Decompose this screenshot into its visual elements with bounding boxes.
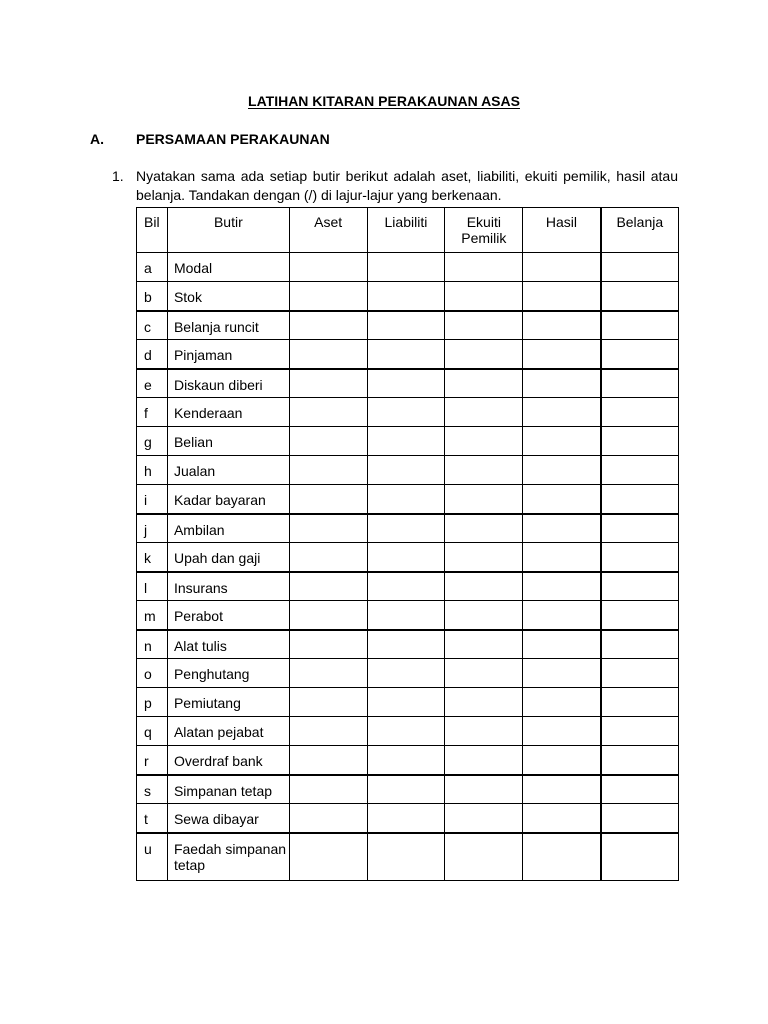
answer-cell-hasil[interactable] — [523, 630, 601, 659]
row-butir: Kenderaan — [167, 398, 289, 427]
answer-cell-belanja[interactable] — [601, 311, 679, 340]
answer-cell-belanja[interactable] — [601, 572, 679, 601]
answer-cell-liabiliti[interactable] — [367, 659, 445, 688]
answer-cell-belanja[interactable] — [601, 485, 679, 514]
section-heading — [90, 131, 330, 147]
answer-cell-aset[interactable] — [289, 630, 367, 659]
answer-cell-hasil[interactable] — [523, 340, 601, 369]
answer-cell-aset[interactable] — [289, 456, 367, 485]
row-butir: Perabot — [167, 601, 289, 630]
row-bil: i — [137, 485, 168, 514]
answer-cell-belanja[interactable] — [601, 630, 679, 659]
answer-cell-hasil[interactable] — [523, 775, 601, 804]
answer-cell-belanja[interactable] — [601, 398, 679, 427]
header-hasil: Hasil — [523, 208, 601, 253]
section-letter: A. — [90, 131, 104, 147]
answer-cell-hasil[interactable] — [523, 485, 601, 514]
header-bil: Bil — [137, 208, 168, 253]
header-aset: Aset — [289, 208, 367, 253]
answer-cell-ekuiti-pemilik[interactable] — [445, 398, 523, 427]
question-text: Nyatakan sama ada setiap butir berikut adalah aset, liabiliti, ekuiti pemilik, hasil atau belanja. Tandakan dengan (/) di lajur-lajur yang berkenaan. — [136, 168, 678, 203]
row-butir: Alat tulis — [167, 630, 289, 659]
table-row — [137, 253, 679, 282]
answer-cell-hasil[interactable] — [523, 601, 601, 630]
row-bil: b — [137, 282, 168, 311]
answer-cell-belanja[interactable] — [601, 659, 679, 688]
answer-cell-ekuiti-pemilik[interactable] — [445, 746, 523, 775]
answer-cell-belanja[interactable] — [601, 282, 679, 311]
row-bil: d — [137, 340, 168, 369]
table-row — [137, 746, 679, 775]
table-row — [137, 775, 679, 804]
row-butir: Faedah simpanan tetap — [167, 833, 289, 881]
answer-cell-aset[interactable] — [289, 833, 367, 881]
row-butir: Alatan pejabat — [167, 717, 289, 746]
row-bil: o — [137, 659, 168, 688]
answer-cell-aset[interactable] — [289, 253, 367, 282]
row-bil: s — [137, 775, 168, 804]
row-butir: Overdraf bank — [167, 746, 289, 775]
question-number: 1. — [112, 168, 124, 184]
table-row — [137, 630, 679, 659]
row-bil: a — [137, 253, 168, 282]
table-row — [137, 804, 679, 833]
answer-cell-ekuiti-pemilik[interactable] — [445, 775, 523, 804]
table-row — [137, 282, 679, 311]
table-row — [137, 311, 679, 340]
answer-cell-ekuiti-pemilik[interactable] — [445, 282, 523, 311]
answer-cell-aset[interactable] — [289, 340, 367, 369]
row-butir: Insurans — [167, 572, 289, 601]
answer-cell-liabiliti[interactable] — [367, 398, 445, 427]
answer-cell-hasil[interactable] — [523, 427, 601, 456]
answer-cell-hasil[interactable] — [523, 369, 601, 398]
answer-cell-aset[interactable] — [289, 746, 367, 775]
answer-cell-aset[interactable] — [289, 775, 367, 804]
answer-cell-liabiliti[interactable] — [367, 775, 445, 804]
answer-cell-hasil[interactable] — [523, 688, 601, 717]
answer-cell-belanja[interactable] — [601, 601, 679, 630]
table-row — [137, 659, 679, 688]
answer-cell-hasil[interactable] — [523, 514, 601, 543]
table-row — [137, 398, 679, 427]
answer-cell-belanja[interactable] — [601, 717, 679, 746]
answer-cell-liabiliti[interactable] — [367, 427, 445, 456]
answer-cell-ekuiti-pemilik[interactable] — [445, 688, 523, 717]
row-butir: Diskaun diberi — [167, 369, 289, 398]
header-butir: Butir — [167, 208, 289, 253]
row-bil: k — [137, 543, 168, 572]
row-bil: q — [137, 717, 168, 746]
answer-cell-hasil[interactable] — [523, 833, 601, 881]
row-butir: Pinjaman — [167, 340, 289, 369]
answer-cell-ekuiti-pemilik[interactable] — [445, 253, 523, 282]
answer-cell-ekuiti-pemilik[interactable] — [445, 804, 523, 833]
answer-cell-liabiliti[interactable] — [367, 514, 445, 543]
answer-cell-ekuiti-pemilik[interactable] — [445, 369, 523, 398]
section-title: PERSAMAAN PERAKAUNAN — [136, 131, 330, 147]
row-bil: r — [137, 746, 168, 775]
answer-cell-liabiliti[interactable] — [367, 804, 445, 833]
row-butir: Sewa dibayar — [167, 804, 289, 833]
table-row — [137, 369, 679, 398]
answer-cell-belanja[interactable] — [601, 340, 679, 369]
answer-cell-ekuiti-pemilik[interactable] — [445, 659, 523, 688]
answer-cell-belanja[interactable] — [601, 746, 679, 775]
row-butir: Kadar bayaran — [167, 485, 289, 514]
row-bil: c — [137, 311, 168, 340]
row-bil: l — [137, 572, 168, 601]
header-belanja: Belanja — [601, 208, 679, 253]
row-butir: Belanja runcit — [167, 311, 289, 340]
answer-cell-aset[interactable] — [289, 804, 367, 833]
answer-cell-aset[interactable] — [289, 688, 367, 717]
answer-cell-belanja[interactable] — [601, 427, 679, 456]
row-butir: Penghutang — [167, 659, 289, 688]
answer-cell-ekuiti-pemilik[interactable] — [445, 630, 523, 659]
row-butir: Upah dan gaji — [167, 543, 289, 572]
answer-cell-aset[interactable] — [289, 514, 367, 543]
table-row — [137, 833, 679, 881]
table-row — [137, 514, 679, 543]
answer-cell-hasil[interactable] — [523, 572, 601, 601]
answer-cell-aset[interactable] — [289, 717, 367, 746]
table-body — [137, 253, 679, 881]
answer-cell-belanja[interactable] — [601, 456, 679, 485]
answer-cell-hasil[interactable] — [523, 311, 601, 340]
answer-cell-hasil[interactable] — [523, 282, 601, 311]
row-bil: g — [137, 427, 168, 456]
row-butir: Belian — [167, 427, 289, 456]
answer-cell-ekuiti-pemilik[interactable] — [445, 572, 523, 601]
row-butir: Jualan — [167, 456, 289, 485]
answer-cell-ekuiti-pemilik[interactable] — [445, 311, 523, 340]
answer-cell-aset[interactable] — [289, 485, 367, 514]
row-butir: Ambilan — [167, 514, 289, 543]
row-bil: t — [137, 804, 168, 833]
answer-cell-hasil[interactable] — [523, 717, 601, 746]
answer-cell-aset[interactable] — [289, 311, 367, 340]
answer-cell-liabiliti[interactable] — [367, 746, 445, 775]
answer-cell-hasil[interactable] — [523, 543, 601, 572]
question-1 — [112, 167, 678, 205]
row-butir: Pemiutang — [167, 688, 289, 717]
answer-cell-belanja[interactable] — [601, 369, 679, 398]
answer-cell-belanja[interactable] — [601, 804, 679, 833]
table-row — [137, 717, 679, 746]
table-row — [137, 340, 679, 369]
answer-cell-ekuiti-pemilik[interactable] — [445, 485, 523, 514]
answer-cell-liabiliti[interactable] — [367, 543, 445, 572]
table-row — [137, 572, 679, 601]
answer-cell-hasil[interactable] — [523, 659, 601, 688]
row-bil: p — [137, 688, 168, 717]
header-liabiliti: Liabiliti — [367, 208, 445, 253]
answer-cell-liabiliti[interactable] — [367, 717, 445, 746]
answer-cell-liabiliti[interactable] — [367, 485, 445, 514]
answer-cell-ekuiti-pemilik[interactable] — [445, 514, 523, 543]
answer-cell-hasil[interactable] — [523, 746, 601, 775]
answer-cell-ekuiti-pemilik[interactable] — [445, 427, 523, 456]
answer-cell-liabiliti[interactable] — [367, 253, 445, 282]
table-row — [137, 427, 679, 456]
table-row — [137, 543, 679, 572]
header-ekuiti-pemilik: Ekuiti Pemilik — [445, 208, 523, 253]
table-row — [137, 601, 679, 630]
answer-cell-liabiliti[interactable] — [367, 833, 445, 881]
answer-cell-liabiliti[interactable] — [367, 630, 445, 659]
answer-cell-belanja[interactable] — [601, 775, 679, 804]
answer-cell-aset[interactable] — [289, 601, 367, 630]
row-butir: Modal — [167, 253, 289, 282]
row-bil: m — [137, 601, 168, 630]
answer-cell-liabiliti[interactable] — [367, 282, 445, 311]
row-bil: f — [137, 398, 168, 427]
answer-cell-ekuiti-pemilik[interactable] — [445, 456, 523, 485]
answer-cell-aset[interactable] — [289, 572, 367, 601]
table-row — [137, 485, 679, 514]
page-title: LATIHAN KITARAN PERAKAUNAN ASAS — [248, 93, 520, 109]
answer-cell-liabiliti[interactable] — [367, 456, 445, 485]
answer-cell-hasil[interactable] — [523, 253, 601, 282]
row-bil: n — [137, 630, 168, 659]
answer-cell-hasil[interactable] — [523, 398, 601, 427]
answer-cell-belanja[interactable] — [601, 543, 679, 572]
row-bil: h — [137, 456, 168, 485]
answer-cell-liabiliti[interactable] — [367, 601, 445, 630]
answer-cell-aset[interactable] — [289, 543, 367, 572]
table-row — [137, 456, 679, 485]
row-bil: e — [137, 369, 168, 398]
answer-cell-ekuiti-pemilik[interactable] — [445, 833, 523, 881]
answer-cell-aset[interactable] — [289, 282, 367, 311]
answer-cell-belanja[interactable] — [601, 514, 679, 543]
row-butir: Stok — [167, 282, 289, 311]
row-bil: j — [137, 514, 168, 543]
answer-cell-belanja[interactable] — [601, 688, 679, 717]
answer-cell-liabiliti[interactable] — [367, 688, 445, 717]
answer-cell-ekuiti-pemilik[interactable] — [445, 717, 523, 746]
table-header-row — [137, 208, 679, 253]
answer-cell-liabiliti[interactable] — [367, 311, 445, 340]
row-bil: u — [137, 833, 168, 881]
answer-cell-aset[interactable] — [289, 398, 367, 427]
answer-cell-aset[interactable] — [289, 427, 367, 456]
classification-table — [136, 207, 679, 881]
answer-cell-hasil[interactable] — [523, 804, 601, 833]
answer-cell-aset[interactable] — [289, 659, 367, 688]
answer-cell-belanja[interactable] — [601, 833, 679, 881]
answer-cell-hasil[interactable] — [523, 456, 601, 485]
answer-cell-ekuiti-pemilik[interactable] — [445, 543, 523, 572]
answer-cell-ekuiti-pemilik[interactable] — [445, 601, 523, 630]
answer-cell-belanja[interactable] — [601, 253, 679, 282]
answer-cell-aset[interactable] — [289, 369, 367, 398]
answer-cell-ekuiti-pemilik[interactable] — [445, 340, 523, 369]
answer-cell-liabiliti[interactable] — [367, 369, 445, 398]
table-row — [137, 688, 679, 717]
answer-cell-liabiliti[interactable] — [367, 340, 445, 369]
answer-cell-liabiliti[interactable] — [367, 572, 445, 601]
row-butir: Simpanan tetap — [167, 775, 289, 804]
